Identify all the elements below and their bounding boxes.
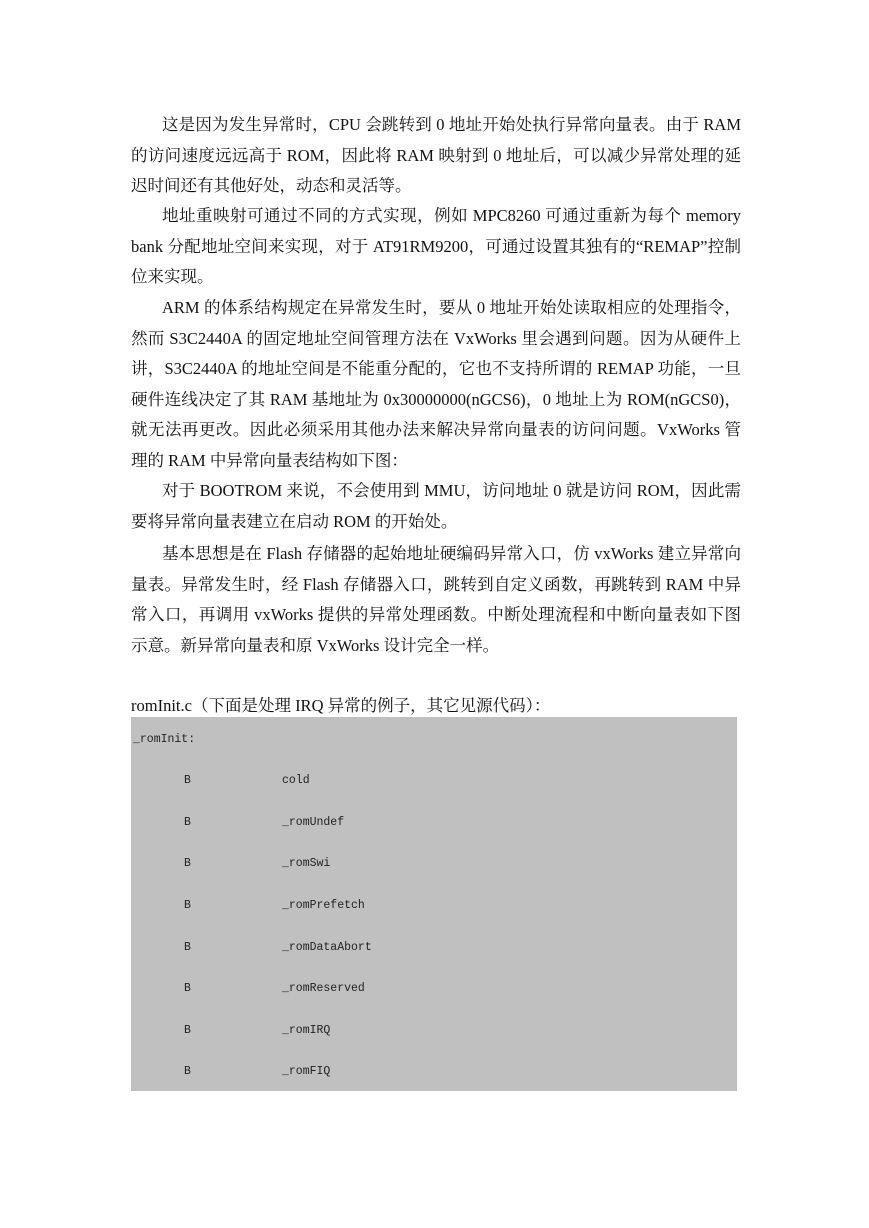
paragraph-bootrom: 对于 BOOTROM 来说，不会使用到 MMU，访问地址 0 就是访问 ROM，因此需要将异常向量表建立在启动 ROM 的开始处。 <box>131 481 741 531</box>
paragraph-address-remap: 地址重映射可通过不同的方式实现，例如 MPC8260 可通过重新为每个 memory bank 分配地址空间来实现，对于 AT91RM9200，可通过设置其独有的“REMAP”控制位来实现。 <box>131 206 741 286</box>
code-line <box>131 774 737 790</box>
code-line <box>131 941 737 957</box>
code-opcode: B <box>184 774 191 787</box>
code-opcode: B <box>184 816 191 829</box>
code-opcode: B <box>184 1065 191 1078</box>
code-line <box>131 857 737 873</box>
code-line <box>131 1024 737 1040</box>
code-label: _romInit: <box>133 733 196 746</box>
code-caption: romInit.c（下面是处理 IRQ 异常的例子，其它见源代码）： <box>131 696 551 715</box>
code-opcode: B <box>184 941 191 954</box>
code-operand: _romReserved <box>282 982 365 995</box>
code-operand: _romDataAbort <box>282 941 372 954</box>
code-line <box>131 1065 737 1081</box>
paragraph-arm-architecture: ARM 的体系结构规定在异常发生时，要从 0 地址开始处读取相应的处理指令，然而 S3C2440A 的固定地址空间管理方法在 VxWorks 里会遇到问题。因为从硬件上讲，S3C2440A 的地址空间是不能重分配的，它也不支持所谓的 REMAP 功能，一旦硬件连线决定了其 RAM 基地址为 0x30000000(nGCS6)，0 地址上为 ROM(nGCS0)，就无法再更改。因此必须采用其他办法来解决异常向量表的访问问题。VxWorks 管理的 RAM 中异常向量表结构如下图： <box>131 298 741 470</box>
code-opcode: B <box>184 857 191 870</box>
code-operand: _romIRQ <box>282 1024 331 1037</box>
code-operand: _romFIQ <box>282 1065 331 1078</box>
paragraph-basic-idea: 基本思想是在 Flash 存储器的起始地址硬编码异常入口，仿 vxWorks 建立异常向量表。异常发生时，经 Flash 存储器入口，跳转到自定义函数，再跳转到 RAM 中异常入口，再调用 vxWorks 提供的异常处理函数。中断处理流程和中断向量表如下图示意。新异常向量表和原 VxWorks 设计完全一样。 <box>131 544 741 655</box>
code-opcode: B <box>184 899 191 912</box>
code-operand: _romSwi <box>282 857 331 870</box>
code-line <box>131 982 737 998</box>
code-operand: _romPrefetch <box>282 899 365 912</box>
code-operand: _romUndef <box>282 816 345 829</box>
code-line <box>131 899 737 915</box>
code-opcode: B <box>184 1024 191 1037</box>
code-operand: cold <box>282 774 310 787</box>
paragraph-exception-jump: 这是因为发生异常时，CPU 会跳转到 0 地址开始处执行异常向量表。由于 RAM 的访问速度远远高于 ROM，因此将 RAM 映射到 0 地址后，可以减少异常处理的延迟时间还有其他好处，动态和灵活等。 <box>131 115 741 195</box>
code-opcode: B <box>184 982 191 995</box>
code-block <box>131 717 737 1091</box>
code-line <box>131 816 737 832</box>
